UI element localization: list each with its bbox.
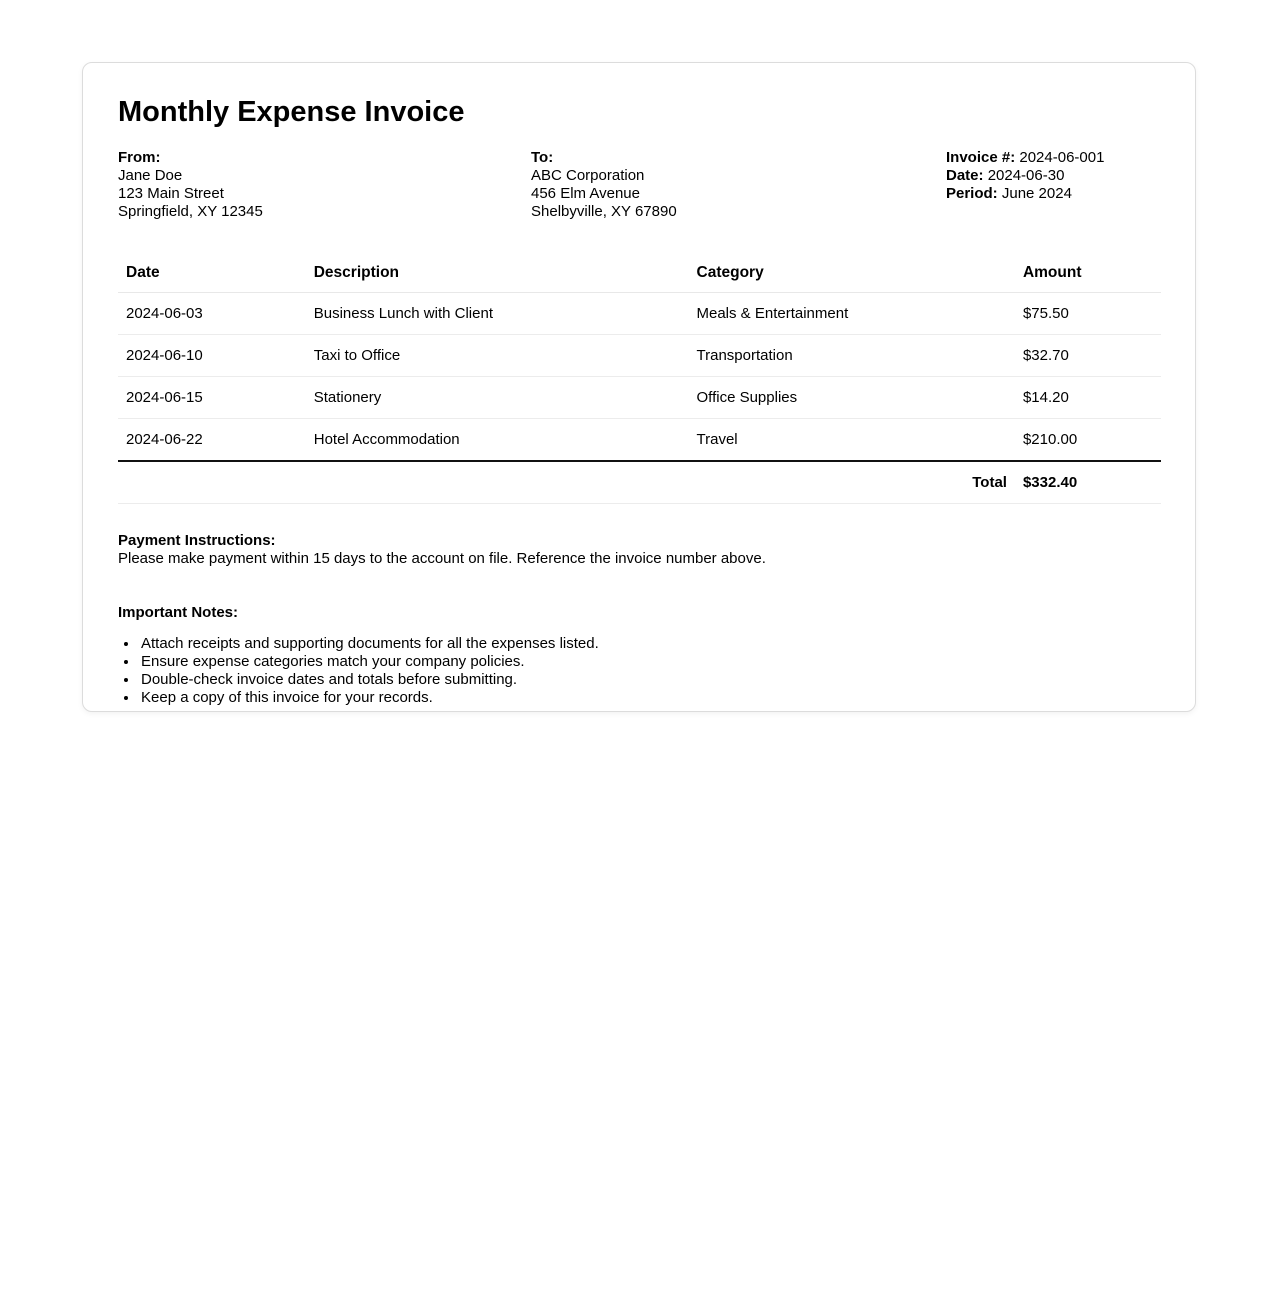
payment-instructions-heading: Payment Instructions: (118, 532, 276, 550)
expense-table (118, 255, 1161, 504)
table-row (118, 419, 1161, 462)
cell-category: Transportation (689, 335, 1015, 377)
from-name: Jane Doe (118, 167, 183, 185)
total-label: Total (118, 461, 1015, 504)
col-header-description: Description (306, 255, 689, 293)
col-header-amount: Amount (1015, 255, 1161, 293)
list-item: • Ensure expense categories match your company policies. (139, 653, 1161, 671)
table-row (118, 377, 1161, 419)
table-header-row (118, 255, 1161, 293)
col-header-category: Category (689, 255, 1015, 293)
cell-category: Meals & Entertainment (689, 293, 1015, 335)
invoice-period-line (946, 185, 1161, 203)
col-header-date: Date (118, 255, 306, 293)
cell-description: Business Lunch with Client (306, 293, 689, 335)
cell-amount: $32.70 (1015, 335, 1161, 377)
cell-date: 2024-06-22 (118, 419, 306, 462)
invoice-header-info (118, 149, 1161, 221)
important-notes-heading: Important Notes: (118, 604, 238, 622)
from-label: From: (118, 149, 161, 167)
payment-instructions-text: Please make payment within 15 days to the account on file. Reference the invoice number above. (118, 550, 766, 568)
cell-date: 2024-06-10 (118, 335, 306, 377)
total-value: $332.40 (1015, 461, 1161, 504)
page-title: Monthly Expense Invoice (118, 96, 465, 128)
to-street: 456 Elm Avenue (531, 185, 640, 203)
payment-instructions-section (118, 532, 1161, 568)
invoice-period-value: June 2024 (1001, 185, 1072, 203)
cell-date: 2024-06-15 (118, 377, 306, 419)
cell-description: Hotel Accommodation (306, 419, 689, 462)
cell-amount: $75.50 (1015, 293, 1161, 335)
from-block (118, 149, 531, 221)
invoice-period-label: Period: (946, 185, 998, 203)
list-item: • Double-check invoice dates and totals before submitting. (139, 671, 1161, 689)
invoice-date-value: 2024-06-30 (987, 167, 1065, 185)
important-notes-list (118, 635, 1161, 707)
invoice-date-label: Date: (946, 167, 984, 185)
cell-date: 2024-06-03 (118, 293, 306, 335)
total-row (118, 461, 1161, 504)
table-row (118, 335, 1161, 377)
cell-description: Taxi to Office (306, 335, 689, 377)
cell-category: Office Supplies (689, 377, 1015, 419)
cell-category: Travel (689, 419, 1015, 462)
invoice-number-value: 2024-06-001 (1019, 149, 1105, 167)
to-block (531, 149, 946, 221)
to-name: ABC Corporation (531, 167, 645, 185)
important-notes-section (118, 604, 1161, 707)
invoice-number-label: Invoice #: (946, 149, 1016, 167)
table-row (118, 293, 1161, 335)
list-item: • Attach receipts and supporting documents for all the expenses listed. (139, 635, 1161, 653)
from-city: Springfield, XY 12345 (118, 203, 263, 221)
invoice-card (82, 62, 1196, 712)
invoice-number-line (946, 149, 1161, 167)
invoice-meta-block (946, 149, 1161, 221)
cell-amount: $210.00 (1015, 419, 1161, 462)
cell-description: Stationery (306, 377, 689, 419)
from-street: 123 Main Street (118, 185, 224, 203)
list-item: • Keep a copy of this invoice for your records. (139, 689, 1161, 707)
invoice-date-line (946, 167, 1161, 185)
to-label: To: (531, 149, 554, 167)
to-city: Shelbyville, XY 67890 (531, 203, 677, 221)
cell-amount: $14.20 (1015, 377, 1161, 419)
